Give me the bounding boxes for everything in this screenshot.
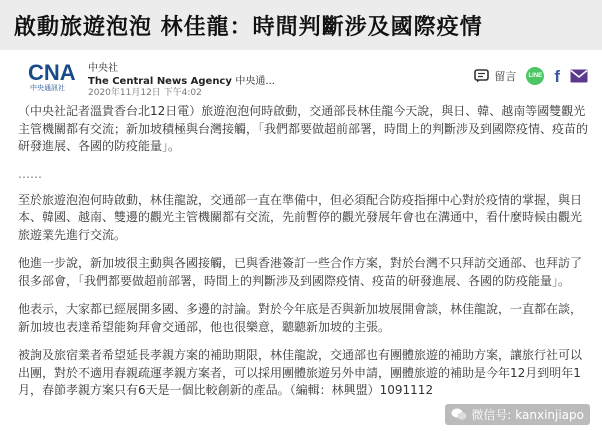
article-title: 啟動旅遊泡泡 林佳龍：時間判斷涉及國際疫情 [14, 15, 483, 40]
paragraph-4: 他表示，大家都已經展開多國、多邊的討論。對於今年底是否與新加坡展開會談，林佳龍說，一直都在談，新加坡也表達希望能夠拜會交通部，他也很樂意，聽聽新加坡的主張。 [18, 302, 583, 334]
facebook-share-icon[interactable]: f [554, 66, 560, 86]
publish-datetime: 2020年11月12日 下午4:02 [88, 88, 202, 98]
comment-icon [474, 69, 490, 83]
paragraph-2: 至於旅遊泡泡何時啟動，林佳龍說，交通部一直在準備中，但必須配合防疫指揮中心對於疫情的掌握，與日本、韓國、越南、雙邊的觀光主管機關都有交流，先前暫停的觀光發展年會也在溝通中，看什麼時候由觀光旅遊業先進行交流。 [18, 192, 583, 242]
article-body [18, 103, 590, 411]
wechat-icon [451, 408, 467, 421]
paragraph-3: 他進一步說，新加坡很主動與各國接觸，已與香港簽訂一些合作方案，對於台灣不只拜訪交通部、也拜訪了很多部會，「我們都要做超前部署，時間上的判斷涉及到國際疫情、疫苗的研發進展、各國的防疫能量」。 [18, 256, 583, 288]
svg-text:中央通訊社: 中央通訊社 [30, 84, 65, 92]
title-bar [0, 0, 602, 50]
source-name[interactable]: 中央社 [88, 63, 118, 74]
share-bar [474, 66, 588, 86]
paragraph-5: 被詢及旅宿業者希望延長孝親方案的補助期限，林佳龍說，交通部也有團體旅遊的補助方案，讓旅行社可以出團，對於不適用春親疏運孝親方案者，可以採用團體旅遊另外申請，團體旅遊的補助是今年12月到明年1月，春節孝親方案只有6天是一個比較創新的產品。（編輯：林興盟）1091112 [18, 348, 583, 397]
svg-text:CNA: CNA [28, 60, 76, 85]
cna-logo[interactable] [26, 58, 86, 92]
watermark-text: 微信号: kanxinjiapo [471, 408, 584, 422]
mail-share-icon[interactable] [570, 69, 588, 83]
ellipsis: …… [18, 166, 42, 181]
line-share-icon[interactable]: LINE [526, 67, 544, 85]
paragraph-1: （中央社記者溫貴香台北12日電）旅遊泡泡何時啟動，交通部長林佳龍今天說，與日、韓、越南等國雙觀光主管機關都有交流；新加坡積極與台灣接觸，「我們都要做超前部署，時間上的判斷涉及到國際疫情、疫苗的研發進展、各國的防疫能量」。 [18, 104, 589, 153]
wechat-watermark [445, 404, 590, 425]
source-row [0, 58, 602, 96]
comment-button[interactable] [474, 68, 516, 84]
comment-label: 留言 [494, 70, 517, 83]
agency-name: The Central News Agency 中央通... [88, 76, 275, 87]
